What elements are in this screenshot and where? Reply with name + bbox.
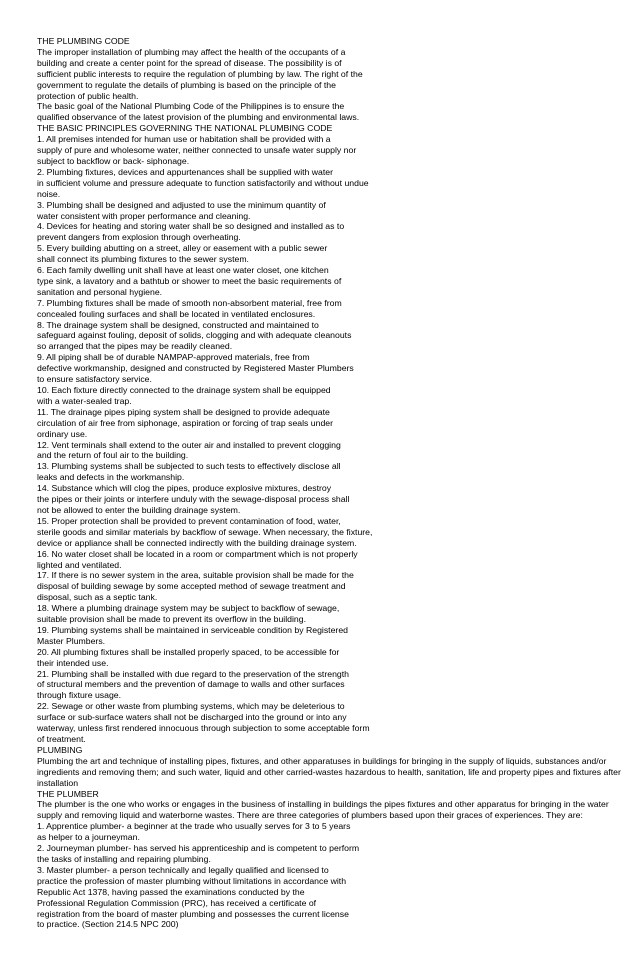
text-line: building and create a center point for the spread of disease. The possibility is of xyxy=(37,57,342,68)
text-line: 10. Each fixture directly connected to the drainage system shall be equipped xyxy=(37,385,331,395)
text-line: water consistent with proper performance and cleaning. xyxy=(37,210,251,221)
text-line: The basic goal of the National Plumbing Code of the Philippines is to ensure the xyxy=(37,101,345,112)
text-line: 5. Every building abutting on a street, alley or easement with a public sewer xyxy=(37,243,328,254)
text-line: registration from the board of master plumbing and possesses the current license xyxy=(37,908,349,919)
text-line: surface or sub-surface waters shall not be discharged into the ground or into any xyxy=(37,712,347,723)
text-line: 8. The drainage system shall be designed, constructed and maintained to xyxy=(37,319,319,330)
text-line: and the return of foul air to the building. xyxy=(37,450,189,461)
text-line: with a water-sealed trap. xyxy=(37,395,132,406)
text-line: 14. Substance which will clog the pipes, produce explosive mixtures, destroy xyxy=(37,483,332,494)
text-line: safeguard against fouling, deposit of solids, clogging and with adequate cleanouts xyxy=(37,330,352,341)
text-line: The improper installation of plumbing may affect the health of the occupants of a xyxy=(37,46,346,57)
text-line: Master Plumbers. xyxy=(37,635,106,646)
text-line: government to regulate the details of plumbing is based on the principle of the xyxy=(37,79,336,90)
text-line: lighted and ventilated. xyxy=(37,559,122,570)
text-line: through fixture usage. xyxy=(37,690,122,701)
text-line: waterway, unless first rendered innocuous through subjection to some acceptable form xyxy=(37,723,370,734)
text-line: 3. Master plumber- a person technically and legally qualified and licensed to xyxy=(37,864,329,875)
text-line: THE BASIC PRINCIPLES GOVERNING THE NATIONAL PLUMBING CODE xyxy=(37,123,333,134)
text-line: the tasks of installing and repairing plumbing. xyxy=(37,853,211,864)
text-line: shall connect its plumbing fixtures to the sewer system. xyxy=(37,254,249,265)
text-line: to practice. (Section 214.5 NPC 200) xyxy=(37,919,179,930)
text-line: 1. All premises intended for human use or habitation shall be provided with a xyxy=(37,134,331,145)
document-body xyxy=(37,36,629,930)
text-line: so arranged that the pipes may be readily cleaned. xyxy=(37,341,233,352)
text-line: suitable provision shall be made to prevent its overflow in the building. xyxy=(37,614,306,625)
text-line: in sufficient volume and pressure adequate to function satisfactorily and without undue xyxy=(37,177,369,188)
text-line: not be allowed to enter the building drainage system. xyxy=(37,504,241,515)
text-line: 18. Where a plumbing drainage system may be subject to backflow of sewage, xyxy=(37,603,340,614)
text-line: sufficient public interests to require the regulation of plumbing by law. The right of the xyxy=(37,68,363,79)
text-line: sterile goods and similar materials by backflow of sewage. When necessary, the fixture, xyxy=(37,526,373,537)
text-line: 12. Vent terminals shall extend to the outer air and installed to prevent clogging xyxy=(37,439,341,450)
text-line: qualified observance of the latest provision of the plumbing and environmental laws. xyxy=(37,112,360,123)
text-line: Republic Act 1378, having passed the examinations conducted by the xyxy=(37,886,305,897)
text-line: THE PLUMBING CODE xyxy=(37,36,130,46)
text-line: 15. Proper protection shall be provided to prevent contamination of food, water, xyxy=(37,515,341,526)
text-line: the pipes or their joints or interfere unduly with the sewage-disposal process shall xyxy=(37,494,350,505)
text-line: PLUMBING xyxy=(37,744,83,755)
text-line: 22. Sewage or other waste from plumbing systems, which may be deleterious to xyxy=(37,701,345,712)
text-line: as helper to a journeyman. xyxy=(37,832,140,843)
text-line: 21. Plumbing shall be installed with due regard to the preservation of the strength xyxy=(37,668,349,679)
text-line: 3. Plumbing shall be designed and adjusted to use the minimum quantity of xyxy=(37,199,326,210)
text-line: 4. Devices for heating and storing water shall be so designed and installed as to xyxy=(37,221,345,232)
text-line: disposal of building sewage by some accepted method of sewage treatment and xyxy=(37,581,346,592)
text-line: 19. Plumbing systems shall be maintained in serviceable condition by Registered xyxy=(37,624,348,635)
text-line: defective workmanship, designed and constructed by Registered Master Plumbers xyxy=(37,363,354,374)
text-line: type sink, a lavatory and a bathtub or shower to meet the basic requirements of xyxy=(37,275,342,286)
text-line: 7. Plumbing fixtures shall be made of smooth non-absorbent material, free from xyxy=(37,297,342,308)
text-line: 20. All plumbing fixtures shall be installed properly spaced, to be accessible for xyxy=(37,646,340,657)
text-line: Professional Regulation Commission (PRC), has received a certificate of xyxy=(37,897,317,908)
text-line: Plumbing the art and technique of installing pipes, fixtures, and other apparatuses in buildings for bringing in the supply of liquids, substances and/or ingredients and removing them; and such water, liquid and other carried-wastes hazardous to health, sanitation, life and property pipes and fixtures after installation xyxy=(37,755,621,788)
text-line: concealed fouling surfaces and shall be located in ventilated enclosures. xyxy=(37,308,316,319)
text-line: prevent dangers from explosion through overheating. xyxy=(37,232,241,243)
text-line: of structural members and the prevention of damage to walls and other surfaces xyxy=(37,679,345,690)
text-line: device or appliance shall be connected indirectly with the building drainage system. xyxy=(37,537,357,548)
text-line: protection of public health. xyxy=(37,90,139,101)
text-line: 2. Plumbing fixtures, devices and appurtenances shall be supplied with water xyxy=(37,166,334,177)
text-line: 9. All piping shall be of durable NAMPAP-approved materials, free from xyxy=(37,352,310,363)
text-line: ordinary use. xyxy=(37,428,88,439)
text-line: subject to backflow or back- siphonage. xyxy=(37,155,190,166)
text-line: The plumber is the one who works or engages in the business of installing in buildings the pipes fixtures and other apparatus for bringing in the water supply and removing liquid and waterborne wastes. There are three categories of plumbers based upon their graces of experiences. They are: xyxy=(37,799,609,821)
text-line: 11. The drainage pipes piping system shall be designed to provide adequate xyxy=(37,406,330,417)
text-line: 16. No water closet shall be located in a room or compartment which is not properly xyxy=(37,548,358,559)
text-line: to ensure satisfactory service. xyxy=(37,374,152,385)
text-line: noise. xyxy=(37,188,61,199)
text-line: 1. Apprentice plumber- a beginner at the trade who usually serves for 3 to 5 years xyxy=(37,821,351,832)
text-line: sanitation and personal hygiene. xyxy=(37,286,163,297)
text-line: 6. Each family dwelling unit shall have at least one water closet, one kitchen xyxy=(37,265,329,276)
text-line: of treatment. xyxy=(37,734,86,744)
text-line: 2. Journeyman plumber- has served his apprenticeship and is competent to perform xyxy=(37,843,360,854)
text-line: practice the profession of master plumbing without limitations in accordance with xyxy=(37,875,347,886)
text-line: 13. Plumbing systems shall be subjected to such tests to effectively disclose all xyxy=(37,461,341,472)
text-line: disposal, such as a septic tank. xyxy=(37,592,158,603)
text-line: circulation of air free from siphonage, aspiration or forcing of trap seals under xyxy=(37,417,334,428)
text-line: their intended use. xyxy=(37,657,109,668)
text-line: THE PLUMBER xyxy=(37,788,99,799)
text-line: leaks and defects in the workmanship. xyxy=(37,472,185,483)
text-line: 17. If there is no sewer system in the area, suitable provision shall be made for the xyxy=(37,570,354,581)
text-line: supply of pure and wholesome water, neither connected to unsafe water supply nor xyxy=(37,145,357,156)
